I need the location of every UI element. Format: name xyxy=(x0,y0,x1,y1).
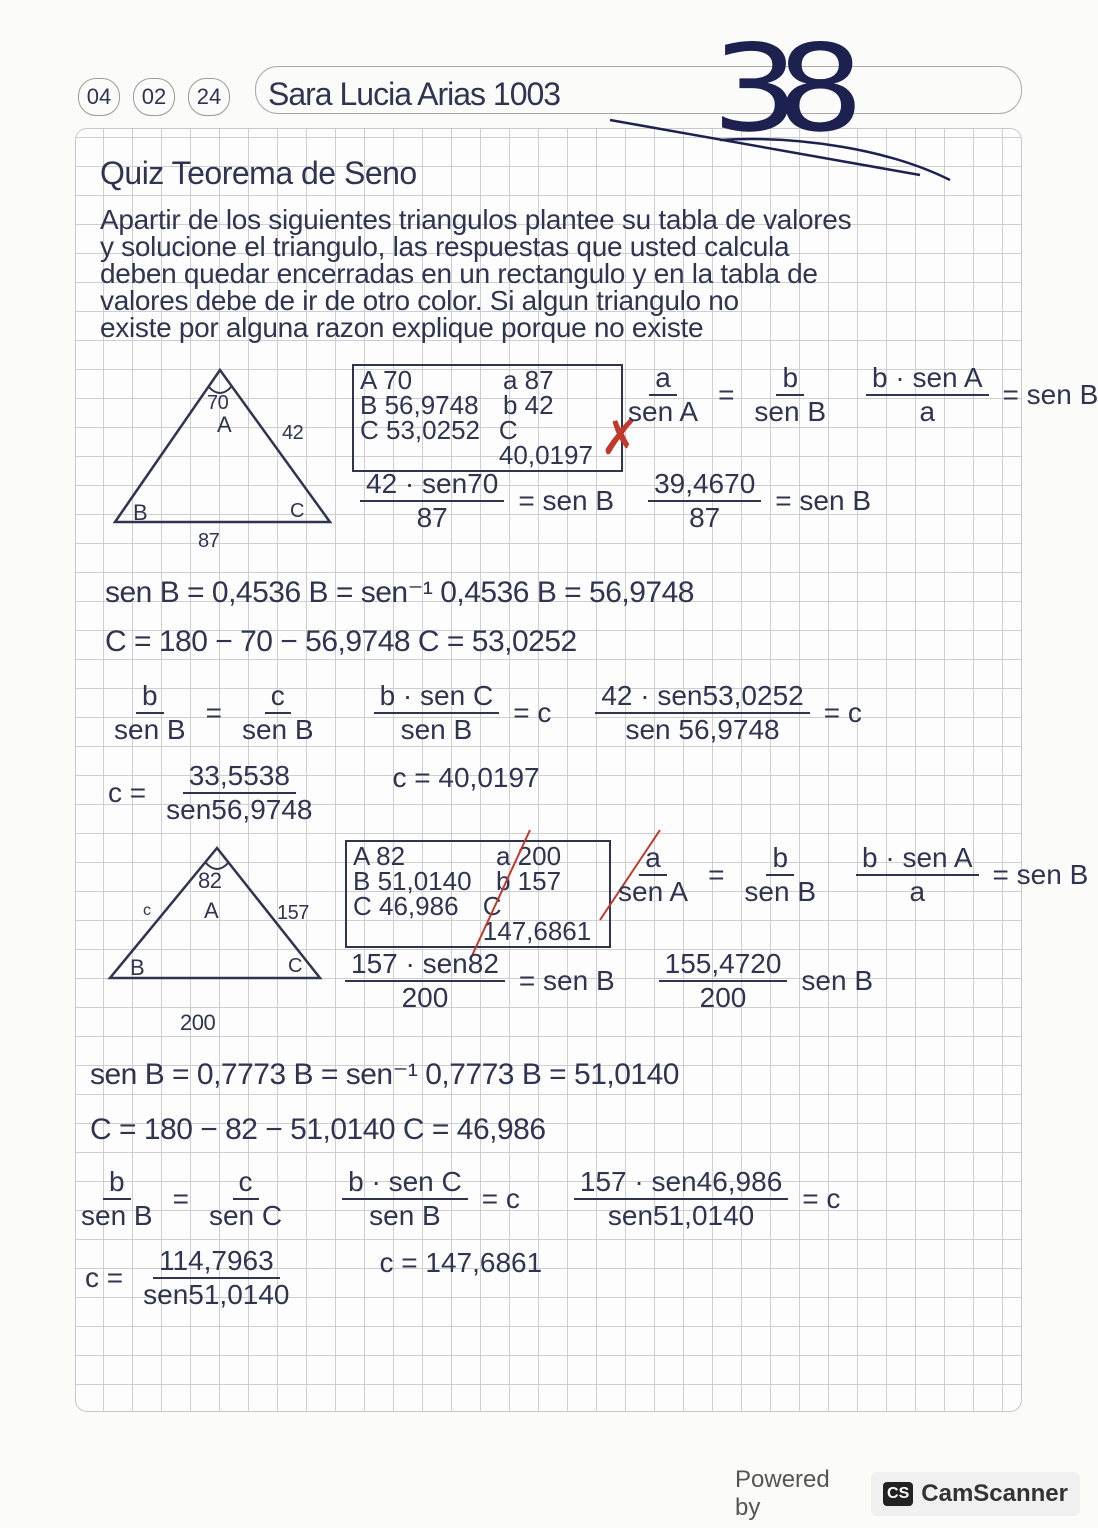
table-cell: A 70 xyxy=(360,365,413,395)
lhs: c = xyxy=(85,1262,124,1293)
denominator: sen B xyxy=(369,1200,441,1231)
denominator: 200 xyxy=(699,982,747,1013)
result: = c xyxy=(513,697,552,728)
quiz-title: Quiz Teorema de Seno xyxy=(100,155,417,191)
sen-b-line: sen B = 0,7773 B = sen⁻¹ 0,7773 B = 51,0140 xyxy=(90,1058,679,1091)
step-1-eq xyxy=(345,948,873,1014)
triangle-2-side: 157 xyxy=(277,902,309,924)
numerator: b · sen C xyxy=(342,1166,468,1200)
table-cell: b 42 xyxy=(503,390,554,420)
result: = sen B xyxy=(992,859,1089,890)
denominator: sen51,0140 xyxy=(143,1279,290,1310)
denominator: sen A xyxy=(628,396,699,427)
table-cell: a 200 xyxy=(496,841,562,871)
numerator: b xyxy=(103,1166,131,1200)
denominator: sen 56,9748 xyxy=(625,714,780,745)
numerator: 42 · sen70 xyxy=(360,468,504,502)
camscanner-logo-icon: CS xyxy=(883,1482,913,1506)
result: = c xyxy=(823,697,862,728)
result: = sen B xyxy=(775,485,872,516)
denominator: 87 xyxy=(689,502,721,533)
denominator: 200 xyxy=(401,982,449,1013)
law-of-sines-2 xyxy=(612,842,1088,908)
date-day: 04 xyxy=(78,78,120,116)
values-table-1 xyxy=(352,364,623,472)
result: = c xyxy=(802,1183,841,1214)
table-cell: C 53,0252 xyxy=(360,415,480,445)
result: = c xyxy=(481,1183,520,1214)
equals: = xyxy=(708,859,725,890)
law-of-sines-1 xyxy=(622,362,1098,428)
grade-mark: 38 xyxy=(711,20,842,159)
result: = sen B xyxy=(518,485,615,516)
denominator: sen B xyxy=(400,714,473,745)
denominator: 87 xyxy=(416,502,448,533)
instruction-line: y solucione el triangulo, las respuestas que usted calcula xyxy=(100,231,790,262)
numerator: 157 · sen46,986 xyxy=(574,1166,788,1200)
table-cell: C 40,0197 xyxy=(498,415,593,470)
triangle-1-angle: 70 xyxy=(207,392,229,414)
denominator: sen C xyxy=(208,1200,283,1231)
numerator: 114,7963 xyxy=(153,1245,280,1279)
triangle-2-base: 200 xyxy=(180,1010,216,1035)
instruction-line: valores debe de ir de otro color. Si algun triangulo no xyxy=(100,285,739,316)
triangle-1-vertex-c: C xyxy=(290,500,304,522)
numerator: a xyxy=(639,842,667,876)
denominator: sen56,9748 xyxy=(166,794,313,825)
table-cell: A 82 xyxy=(353,841,406,871)
numerator: b · sen A xyxy=(866,362,989,396)
triangle-2-vertex-c: C xyxy=(288,955,302,977)
triangle-2-side-left: c xyxy=(143,902,151,919)
triangle-1-vertex-a: A xyxy=(217,412,232,437)
table-cell: b 157 xyxy=(496,866,562,896)
camscanner-watermark xyxy=(735,1466,1080,1522)
numerator: 155,4720 xyxy=(659,948,788,982)
result: sen B xyxy=(801,965,874,996)
equals: = xyxy=(172,1183,189,1214)
table-cell: B 51,0140 xyxy=(353,866,472,896)
step-3-eq xyxy=(85,1245,542,1311)
numerator: c xyxy=(233,1166,259,1200)
date-year: 24 xyxy=(188,78,230,116)
table-cell: B 56,9748 xyxy=(360,390,479,420)
numerator: 42 · sen53,0252 xyxy=(595,680,809,714)
result: c = 40,0197 xyxy=(392,762,540,793)
date-month: 02 xyxy=(133,78,175,116)
triangle-1-side: 42 xyxy=(282,422,304,444)
denominator: sen B xyxy=(114,714,186,745)
denominator: sen A xyxy=(618,876,689,907)
camscanner-brand: CamScanner xyxy=(921,1480,1068,1507)
numerator: a xyxy=(649,362,677,396)
camscanner-badge xyxy=(871,1472,1080,1516)
triangle-1-vertex-b: B xyxy=(133,500,148,525)
lhs: c = xyxy=(108,777,147,808)
denominator: sen B xyxy=(744,876,817,907)
numerator: b xyxy=(776,362,804,396)
denominator: a xyxy=(909,876,926,907)
table-cell: a 87 xyxy=(503,365,554,395)
numerator: 39,4670 xyxy=(648,468,761,502)
triangle-2-angle: 82 xyxy=(198,868,222,893)
denominator: sen B xyxy=(81,1200,153,1231)
denominator: sen B xyxy=(754,396,827,427)
numerator: b xyxy=(766,842,794,876)
angle-c-line: C = 180 − 70 − 56,9748 C = 53,0252 xyxy=(105,625,577,658)
instruction-line: deben quedar encerradas en un rectangulo y en la tabla de xyxy=(100,258,818,289)
numerator: b xyxy=(136,680,164,714)
numerator: b · sen A xyxy=(856,842,979,876)
result: c = 147,6861 xyxy=(379,1247,543,1278)
triangle-2-vertex-b: B xyxy=(130,955,145,980)
grade-underline xyxy=(600,110,960,190)
table-cell: C 147,6861 xyxy=(482,891,592,946)
result: = sen B xyxy=(1002,379,1098,410)
correction-mark: ✗ xyxy=(600,412,641,465)
student-name: Sara Lucia Arias 1003 xyxy=(268,76,561,112)
denominator: sen51,0140 xyxy=(607,1200,755,1231)
numerator: 157 · sen82 xyxy=(345,948,505,982)
sen-b-line: sen B = 0,4536 B = sen⁻¹ 0,4536 B = 56,9748 xyxy=(105,576,694,609)
equals: = xyxy=(718,379,735,410)
denominator: sen B xyxy=(241,714,314,745)
angle-c-line: C = 180 − 82 − 51,0140 C = 46,986 xyxy=(90,1113,546,1146)
table-cell: C 46,986 xyxy=(353,891,459,921)
instruction-line: Apartir de los siguientes triangulos plantee su tabla de valores xyxy=(100,204,852,235)
result: = sen B xyxy=(518,965,615,996)
numerator: 33,5538 xyxy=(183,760,296,794)
step-1-eq xyxy=(360,468,871,534)
step-2-eq xyxy=(108,680,862,746)
numerator: b · sen C xyxy=(374,680,500,714)
powered-by-text: Powered by xyxy=(735,1466,830,1521)
triangle-2-vertex-a: A xyxy=(204,898,219,923)
numerator: c xyxy=(265,680,291,714)
equals: = xyxy=(205,697,222,728)
triangle-1-base: 87 xyxy=(198,530,220,552)
denominator: a xyxy=(919,396,936,427)
step-3-eq xyxy=(108,760,540,826)
instruction-line: existe por alguna razon explique porque no existe xyxy=(100,312,704,343)
step-2-eq xyxy=(75,1166,840,1232)
